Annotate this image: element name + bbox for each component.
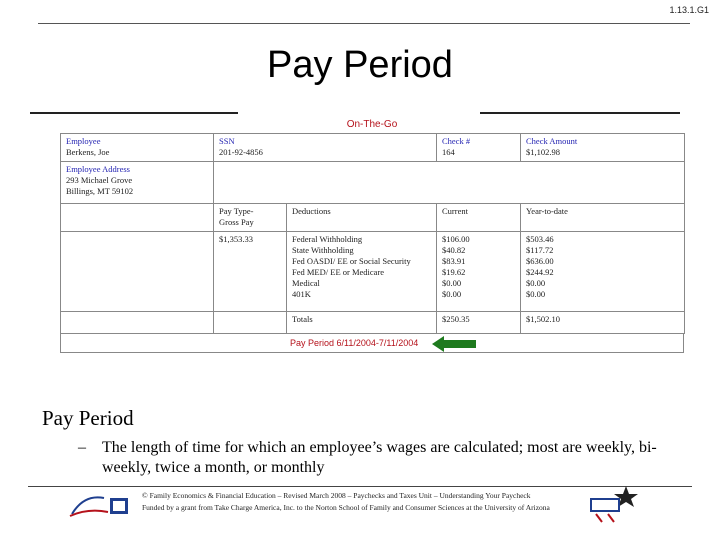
footer-line-2: Funded by a grant from Take Charge America, Inc. to the Norton School of Family and Consumer Sciences at the University of Arizona (142, 503, 550, 512)
title-rule-right (480, 112, 680, 114)
ytd-header: Year-to-date (521, 204, 685, 232)
ssn-cell (214, 134, 437, 162)
totals-label: Totals (287, 312, 437, 334)
current-value: $0.00 (442, 278, 462, 288)
pay-type-header (214, 204, 287, 232)
left-arrow-icon (430, 334, 478, 354)
ytd-value: $117.72 (526, 245, 554, 255)
totals-current: $250.35 (437, 312, 521, 334)
address-line2: Billings, MT 59102 (66, 186, 134, 196)
current-value: $83.91 (442, 256, 466, 266)
university-logo (588, 484, 648, 524)
top-rule (38, 23, 690, 24)
ytd-value: $0.00 (526, 289, 546, 299)
current-value: $19.62 (442, 267, 466, 277)
definition-bullet (78, 438, 668, 478)
check-number-value: 164 (442, 147, 455, 157)
check-amount-value: $1,102.98 (526, 147, 561, 157)
current-value: $106.00 (442, 234, 470, 244)
pay-stub-table (60, 133, 685, 334)
ssn-value: 201-92-4856 (219, 147, 263, 157)
pay-period-range: Pay Period 6/11/2004-7/11/2004 (290, 338, 419, 348)
gross-pay-value: $1,353.33 (214, 232, 287, 312)
check-amount-cell (521, 134, 685, 162)
current-list (437, 232, 521, 312)
deductions-header: Deductions (287, 204, 437, 232)
ytd-list (521, 232, 685, 312)
totals-ytd: $1,502.10 (521, 312, 685, 334)
blank-totals-cell (214, 312, 287, 334)
ytd-value: $0.00 (526, 278, 546, 288)
check-number-cell (437, 134, 521, 162)
title-rule-left (30, 112, 238, 114)
ytd-value: $503.46 (526, 234, 554, 244)
ytd-value: $244.92 (526, 267, 554, 277)
current-value: $0.00 (442, 289, 462, 299)
pay-stub (60, 117, 684, 353)
blank-body-cell (61, 232, 214, 312)
check-amount-label: Check Amount (526, 136, 578, 146)
deduction-name: Fed OASDI/ EE or Social Security (292, 256, 411, 266)
definition-text: The length of time for which an employee’s wages are calculated; most are weekly, bi-weekly, twice a month, or monthly (102, 439, 657, 476)
ssn-label: SSN (219, 136, 235, 146)
slide-title: Pay Period (267, 44, 453, 86)
deduction-name: Federal Withholding (292, 234, 363, 244)
slide-code: 1.13.1.G1 (669, 5, 709, 15)
bullet-dash: – (78, 439, 86, 456)
deduction-name: Fed MED/ EE or Medicare (292, 267, 385, 277)
address-spacer-cell (214, 162, 685, 204)
employee-cell (61, 134, 214, 162)
ytd-value: $636.00 (526, 256, 554, 266)
address-cell (61, 162, 214, 204)
bullet-heading: Pay Period (42, 406, 134, 430)
current-header: Current (437, 204, 521, 232)
stub-company-name: On-The-Go (346, 119, 398, 130)
current-value: $40.82 (442, 245, 466, 255)
deduction-name: Medical (292, 278, 320, 288)
footer-text (142, 490, 587, 514)
address-label: Employee Address (66, 164, 130, 174)
employee-label: Employee (66, 136, 101, 146)
blank-header-cell (61, 204, 214, 232)
deduction-name: 401K (292, 289, 311, 299)
blank-totals-cell (61, 312, 214, 334)
address-line1: 293 Michael Grove (66, 175, 133, 185)
check-number-label: Check # (442, 136, 471, 146)
footer-line-1: © Family Economics & Financial Education – Revised March 2008 – Paychecks and Taxes Unit – Understanding Your Paycheck (142, 491, 531, 500)
take-charge-america-logo (66, 490, 132, 520)
deductions-list (287, 232, 437, 312)
employee-value: Berkens, Joe (66, 147, 110, 157)
deduction-name: State Withholding (292, 245, 354, 255)
gross-pay-label: Gross Pay (219, 217, 254, 227)
pay-type-label: Pay Type- (219, 206, 254, 216)
